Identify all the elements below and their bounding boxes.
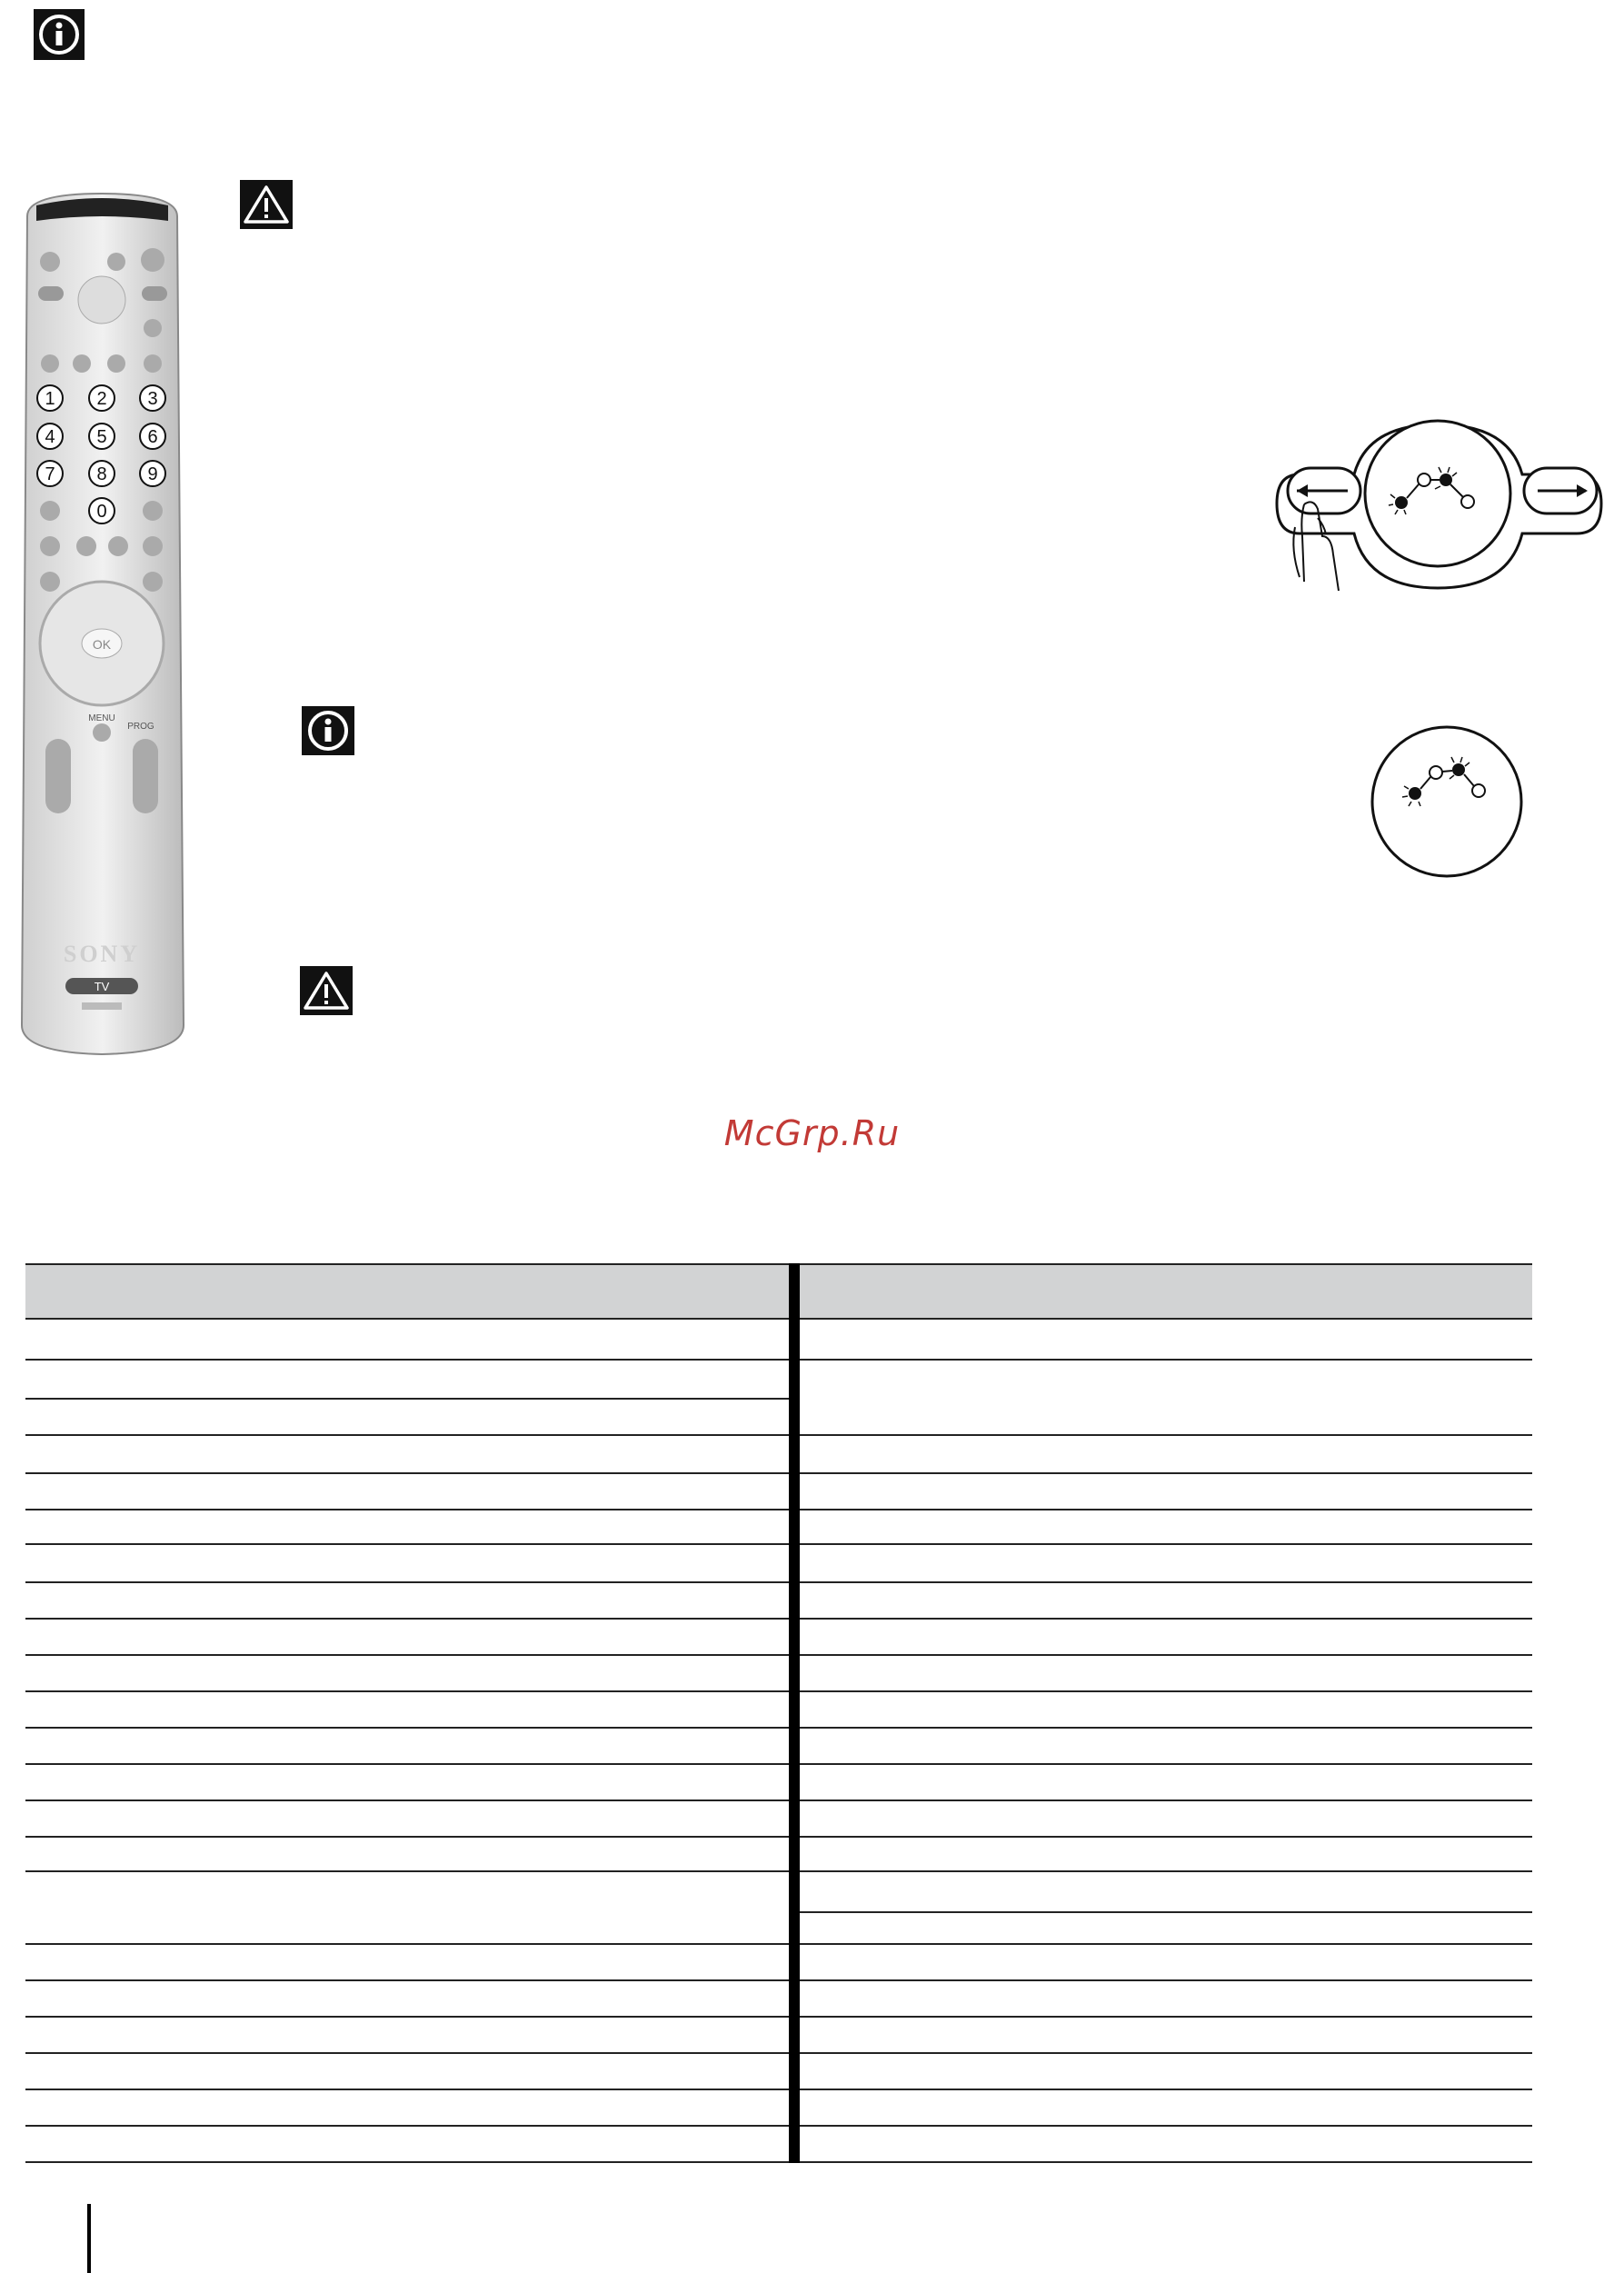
table-row-line-left [25, 1799, 789, 1801]
remote-key-7: 7 [45, 464, 55, 484]
table-row-line-right [800, 2016, 1532, 2018]
table-row-line-right [800, 1943, 1532, 1945]
table-row-line-left [25, 1690, 789, 1692]
page-edge-bar [87, 2204, 91, 2273]
table-row-line-right [800, 1836, 1532, 1838]
table-row-line-left [25, 1763, 789, 1765]
remote-prog-label: PROG [127, 722, 154, 732]
table-row-line-left [25, 2161, 789, 2163]
table-row-line-left [25, 2125, 789, 2127]
table-row-line-right [800, 1911, 1532, 1913]
table-header-right [800, 1263, 1532, 1318]
table-column-divider [789, 1263, 800, 2163]
remote-control-illustration [18, 189, 186, 1057]
remote-mode-label: TV [94, 980, 110, 993]
table-row-line-right [800, 1543, 1532, 1545]
table-row-line-left [25, 1359, 789, 1361]
remote-menu-label: MENU [88, 713, 115, 723]
table-row-line-right [800, 1472, 1532, 1474]
table-header-left [25, 1263, 789, 1318]
remote-key-0: 0 [96, 502, 107, 522]
table-row-line-right [800, 1359, 1532, 1361]
warning-icon-1 [240, 180, 293, 229]
remote-key-6: 6 [147, 427, 158, 447]
table-row-line-left [25, 1943, 789, 1945]
table-row-line-left [25, 1979, 789, 1981]
info-icon-top [34, 9, 85, 60]
table-row-line-right [800, 1979, 1532, 1981]
table-row-line-right [800, 1727, 1532, 1729]
warning-icon-2 [300, 966, 353, 1015]
table-row-line-left [25, 1727, 789, 1729]
table-row-line-left [25, 1870, 789, 1872]
table-row-line-right [800, 2089, 1532, 2090]
table-row-line-right [800, 1763, 1532, 1765]
remote-ok-label: OK [92, 637, 112, 652]
remote-key-4: 4 [45, 427, 55, 447]
table-row-line-left [25, 1543, 789, 1545]
table-row-line-left [25, 1836, 789, 1838]
table-row-line-left [25, 1434, 789, 1436]
table-row-line-left [25, 1509, 789, 1510]
remote-brand: SONY [63, 941, 141, 967]
table-row-line-right [800, 1690, 1532, 1692]
info-icon-2 [302, 706, 354, 755]
remote-key-1: 1 [45, 389, 55, 409]
table-row-line-left [25, 1654, 789, 1656]
table-row-line-left [25, 2052, 789, 2054]
tv-front-panel-illustration [1268, 418, 1609, 600]
watermark: McGrp.Ru [723, 1113, 901, 1153]
table-row-line-left [25, 1581, 789, 1583]
table-row-line-right [800, 2052, 1532, 2054]
table-row-line-right [800, 1434, 1532, 1436]
table-row-line-right [800, 1581, 1532, 1583]
remote-key-8: 8 [96, 464, 107, 484]
table-row-line-right [800, 2125, 1532, 2127]
empty-two-column-table [25, 1263, 1532, 2163]
table-row-line-left [25, 1618, 789, 1620]
table-row-line-left [25, 1318, 789, 1320]
table-row-line-right [800, 1509, 1532, 1510]
table-row-line-left [25, 1472, 789, 1474]
table-row-line-right [800, 1654, 1532, 1656]
table-row-line-left [25, 1398, 789, 1400]
remote-key-9: 9 [147, 464, 158, 484]
remote-key-3: 3 [147, 389, 158, 409]
table-row-line-left [25, 2089, 789, 2090]
remote-key-5: 5 [96, 427, 107, 447]
table-row-line-right [800, 1870, 1532, 1872]
table-row-line-right [800, 1618, 1532, 1620]
led-indicator-illustration [1368, 723, 1527, 882]
remote-key-2: 2 [96, 389, 107, 409]
table-row-line-right [800, 2161, 1532, 2163]
table-row-line-left [25, 2016, 789, 2018]
table-row-line-right [800, 1318, 1532, 1320]
table-row-line-right [800, 1799, 1532, 1801]
